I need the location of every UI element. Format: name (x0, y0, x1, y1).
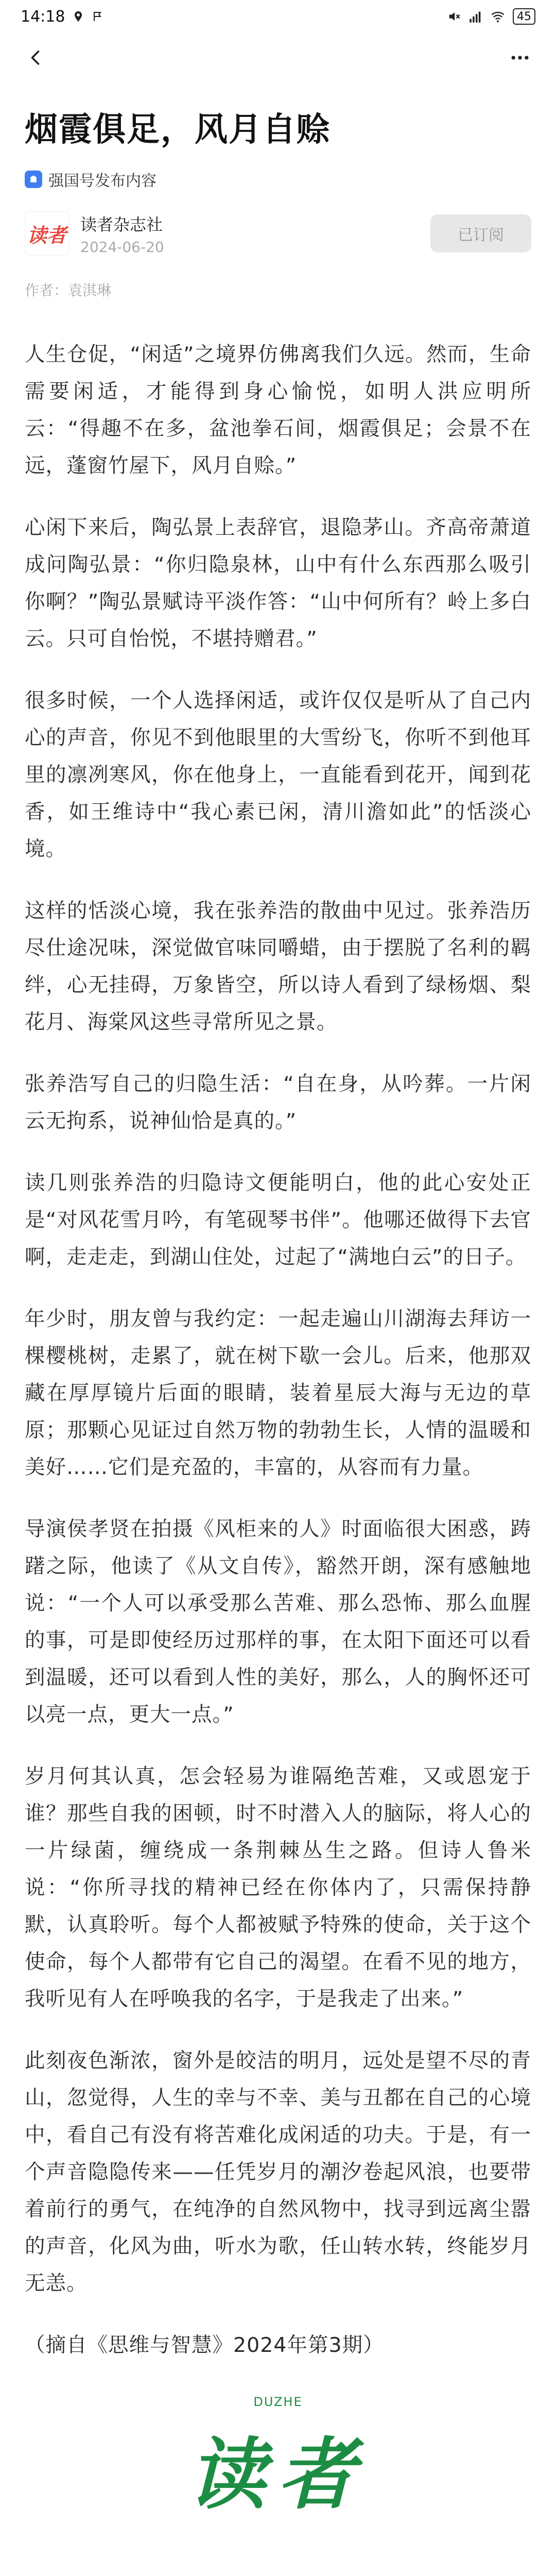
author-meta (80, 212, 164, 256)
back-button[interactable] (21, 42, 51, 73)
footer-logo-small: DUZHE (253, 2395, 303, 2409)
author-info[interactable] (25, 211, 164, 256)
chevron-left-icon (27, 48, 45, 67)
more-button[interactable] (505, 42, 535, 73)
paragraph: 读几则张养浩的归隐诗文便能明白，他的此心安处正是“对风花雪月吟，有笔砚琴书伴”。他哪还做得下去官啊，走走走，到湖山住处，过起了“满地白云”的日子。 (25, 1171, 531, 1269)
footer-logo (25, 2395, 531, 2523)
paragraph: 此刻夜色渐浓，窗外是皎洁的明月，远处是望不尽的青山，忽觉得，人生的幸与不幸、美与丑都在自己的心境中，看自己有没有将苦难化成闲适的功夫。于是，有一个声音隐隐传来——任凭岁月的潮汐卷起风浪，也要带着前行的勇气，在纯净的自然风物中，找寻到远离尘嚣的声音，化风为曲，听水为歌，任山转水转，终能岁月无恙。 (25, 2049, 531, 2295)
byline: 作者：袁淇琳 (25, 282, 112, 299)
footer-logo-main: 读者 (188, 2429, 368, 2520)
author-card (25, 211, 531, 256)
status-left (21, 8, 104, 26)
status-right (447, 8, 535, 25)
flag-icon (92, 10, 104, 23)
more-horizontal-icon (509, 46, 531, 69)
paragraph: 人生仓促，“闲适”之境界仿佛离我们久远。然而，生命需要闲适，才能得到身心愉悦，如明人洪应明所云：“得趣不在多，盆池拳石间，烟霞俱足；会景不在远，蓬窗竹屋下，风月自赊。” (25, 343, 531, 478)
nav-bar (0, 33, 556, 82)
source-line (25, 168, 531, 191)
status-bar (0, 0, 556, 33)
paragraph: 年少时，朋友曾与我约定：一起走遍山川湖海去拜访一棵樱桃树，走累了，就在树下歇一会儿。后来，他那双藏在厚厚镜片后面的眼睛，装着星辰大海与无边的草原；那颗心见证过自然万物的勃勃生长，人情的温暖和美好……它们是充盈的，丰富的，从容而有力量。 (25, 1307, 531, 1479)
paragraph: 心闲下来后，陶弘景上表辞官，退隐茅山。齐高帝萧道成问陶弘景：“你归隐泉林，山中有什么东西那么吸引你啊？”陶弘景赋诗平淡作答：“山中何所有？岭上多白云。只可自怡悦，不堪持赠君。” (25, 516, 531, 651)
mute-icon (447, 9, 461, 24)
article-body (25, 336, 531, 2523)
wifi-icon (490, 9, 506, 24)
paragraph: 岁月何其认真，怎会轻易为谁隔绝苦难，又或恩宠于谁？那些自我的困顿，时不时潜入人的脑际，将人心的一片绿菌，缠绕成一条荆棘丛生之路。但诗人鲁米说：“你所寻找的精神已经在你体内了，只需保持静默，认真聆听。每个人都被赋予特殊的使命，关于这个使命，每个人都带有它自己的渴望。在看不见的地方，我听见有人在呼唤我的名字，于是我走了出来。” (25, 1765, 531, 2011)
paragraph: 很多时候，一个人选择闲适，或许仅仅是听从了自己内心的声音，你见不到他眼里的大雪纷飞，你听不到他耳里的凛冽寒风，你在他身上，一直能看到花开，闻到花香，如王维诗中“我心素已闲，清川澹如此”的恬淡心境。 (25, 689, 531, 861)
subscribed-button[interactable]: 已订阅 (430, 214, 531, 252)
paragraph: 张养浩写自己的归隐生活：“自在身，从吟葬。一片闲云无拘系，说神仙恰是真的。” (25, 1072, 531, 1133)
paragraph: 这样的恬淡心境，我在张养浩的散曲中见过。张养浩历尽仕途况味，深觉做官味同嚼蜡，由于摆脱了名利的羁绊，心无挂碍，万象皆空，所以诗人看到了绿杨烟、梨花月、海棠风这些寻常所见之景。 (25, 899, 531, 1034)
battery-indicator: 45 (513, 8, 535, 25)
status-time: 14:18 (21, 7, 65, 26)
location-icon (72, 10, 84, 23)
source-badge-icon (25, 171, 42, 188)
author-name[interactable]: 读者杂志社 (80, 214, 163, 234)
excerpt-source: （摘自《思维与智慧》2024年第3期） (25, 2333, 384, 2357)
article-title: 烟霞俱足，风月自赊 (25, 110, 331, 149)
signal-icon (468, 9, 483, 24)
source-label: 强国号发布内容 (48, 172, 157, 190)
publish-date: 2024-06-20 (80, 238, 164, 256)
paragraph: 导演侯孝贤在拍摄《风柜来的人》时面临很大困惑，踌躇之际，他读了《从文自传》，豁然开朗，深有感触地说：“一个人可以承受那么苦难、那么恐怖、那么血腥的事，可是即使经历过那样的事，在太阳下面还可以看到温暖，还可以看到人性的美好，那么，人的胸怀还可以亮一点，更大一点。” (25, 1517, 531, 1726)
author-avatar[interactable]: 读者 (25, 211, 69, 256)
